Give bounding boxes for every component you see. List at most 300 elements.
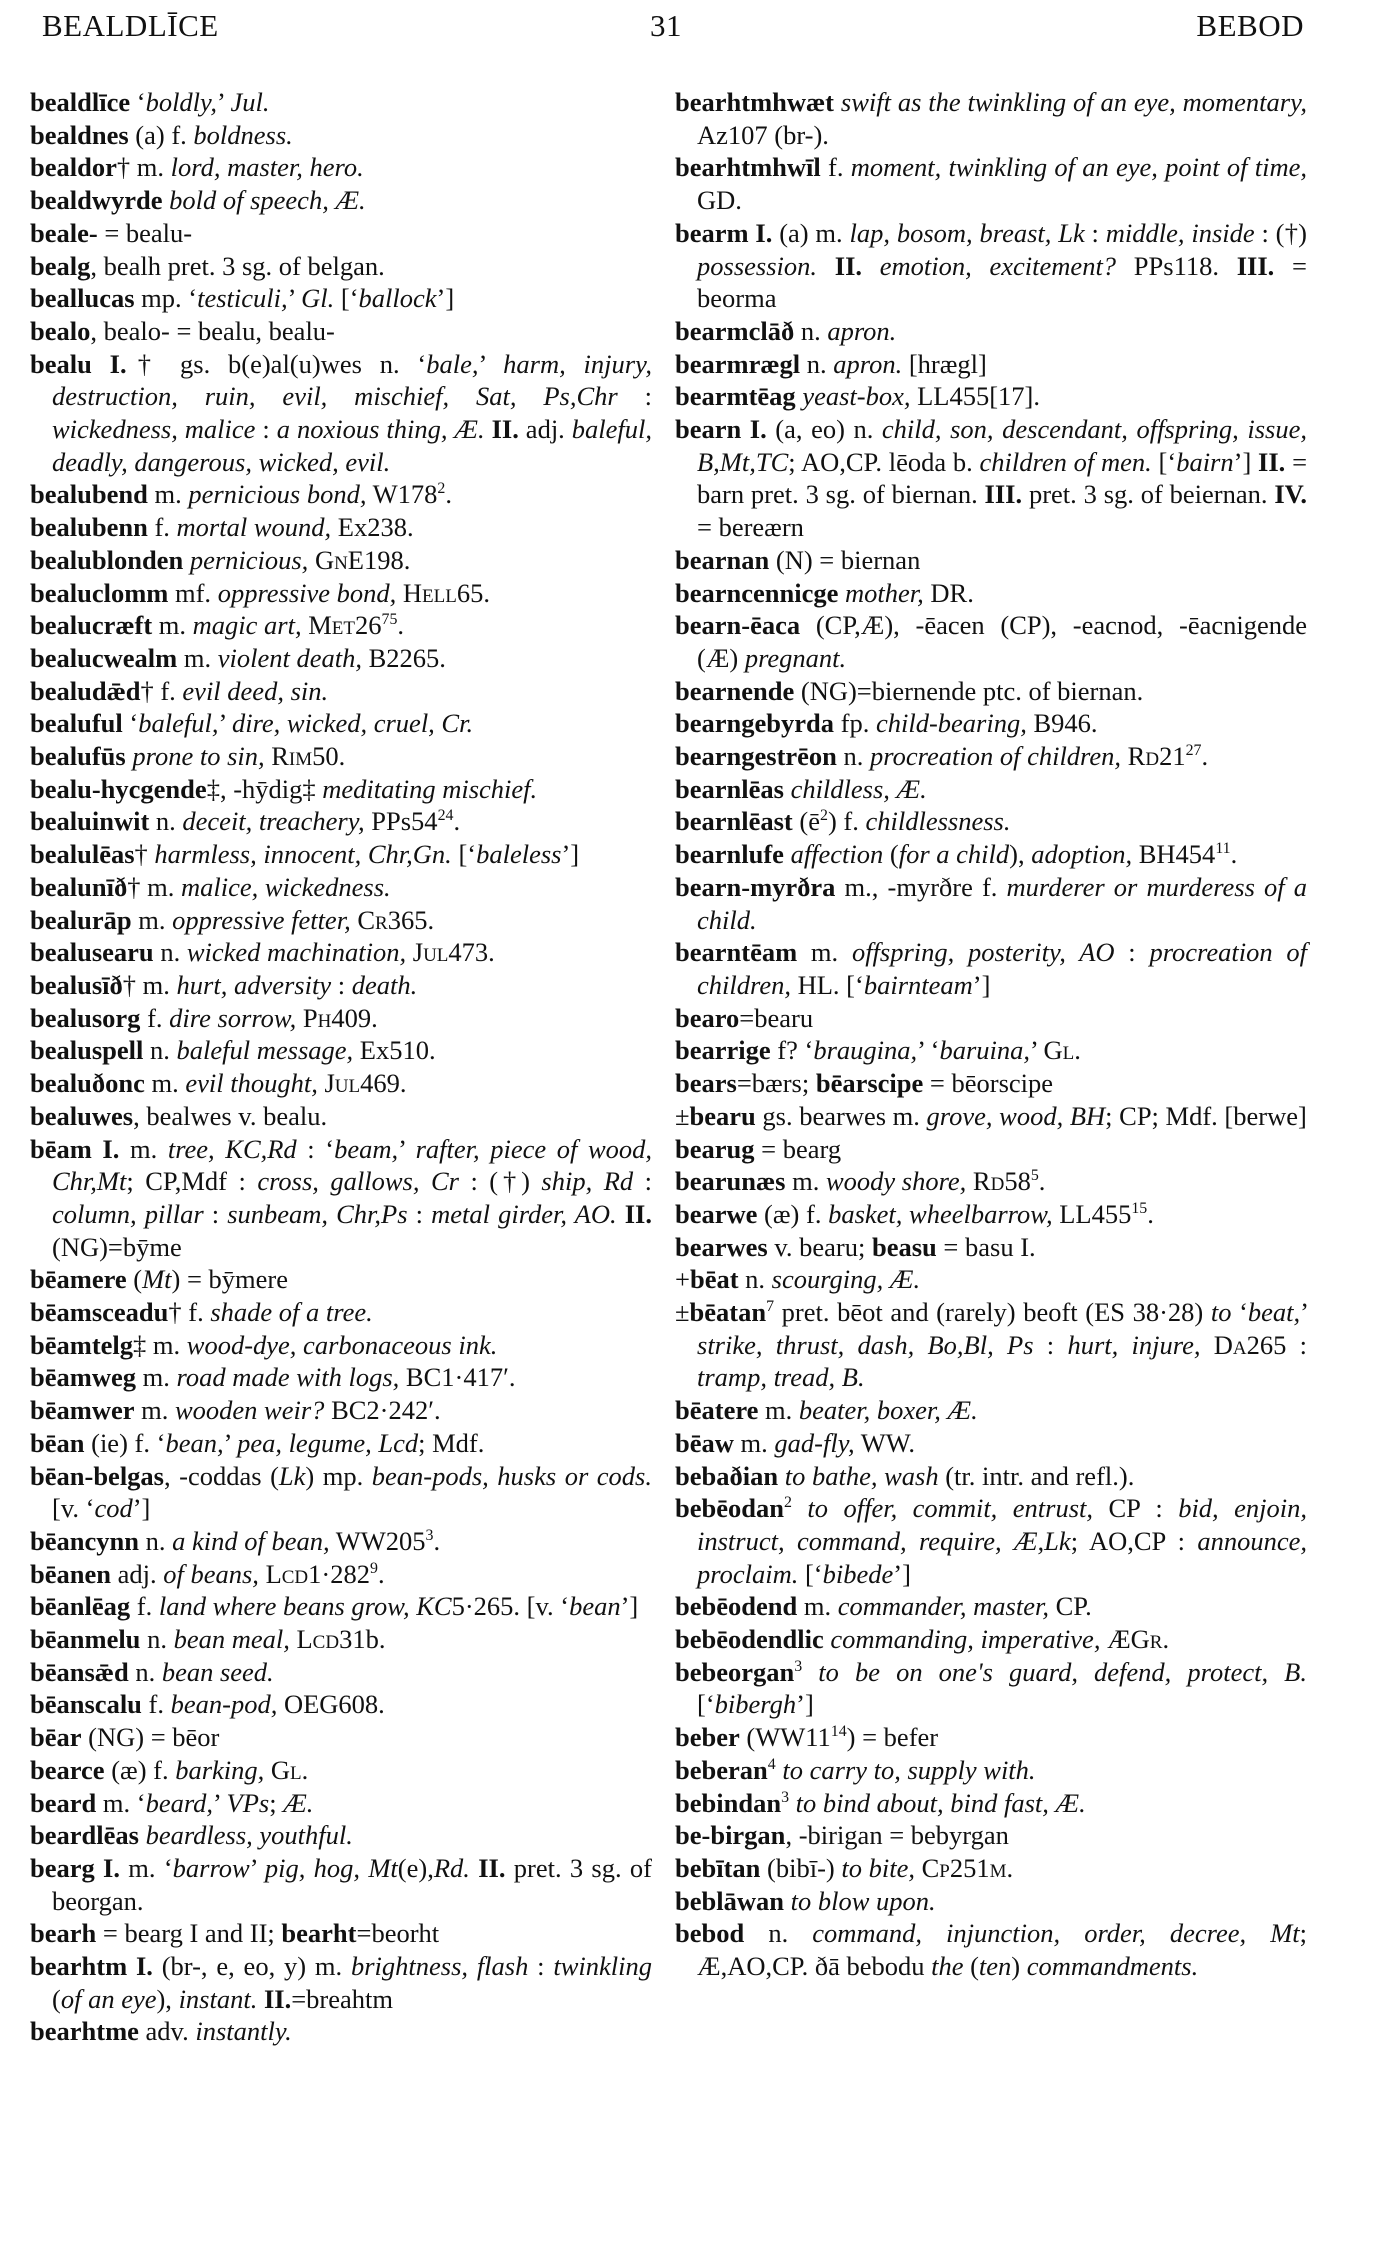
entry-text: =breahtm [291,1983,394,2014]
entry-text: : ‘ [296,1133,335,1164]
dictionary-entry [30,1263,652,1296]
source-reference: GnE [314,544,364,575]
entry-text: ) f. [827,806,866,837]
entry-text: f. [820,152,851,183]
definition-text: commander, master, [837,1591,1049,1622]
headword: bearhtmhwæt [675,87,834,117]
headword: bearu [689,1100,756,1131]
definition-text: malice, wickedness. [180,871,391,902]
dictionary-entry [30,1427,652,1460]
headword: bealucræft [30,610,153,641]
headword: bēatere [675,1395,759,1426]
definition-text: Mt [142,1264,172,1295]
dictionary-entry [30,250,652,283]
dictionary-entry [30,609,652,642]
dictionary-entry [675,871,1307,936]
dictionary-entry [675,609,1307,674]
headword: bearncennicge [675,577,839,608]
dictionary-entry [675,1754,1307,1787]
definition-text: ballock [358,283,437,314]
definition-text: metal girder, AO. [431,1198,617,1229]
headword: beblāwan [675,1885,784,1916]
definition-text: childless, Æ. [790,773,927,804]
dictionary-entry [675,1787,1307,1820]
dictionary-entry [675,1100,1307,1133]
entry-text: = bearg [754,1133,842,1164]
entry-text: ; AO,CP. lēoda b. [788,446,980,477]
entry-text: WW205 [329,1525,426,1556]
entry-text: Ex510. [353,1035,436,1066]
definition-text: a noxious thing, Æ. [276,414,485,445]
entry-text: . [1006,1852,1014,1883]
entry-text: . [1162,1624,1170,1655]
dictionary-entry [675,1623,1307,1656]
dictionary-entry [675,1067,1307,1100]
right-column [675,86,1307,1983]
entry-text: n. [800,348,834,379]
dictionary-entry [30,969,652,1002]
headword: bealuclomm [30,577,169,608]
entry-text: 50. [312,741,346,772]
definition-text: bid, enjoin, instruct, command, require, Æ,Lk [697,1493,1307,1556]
dictionary-entry [675,1002,1307,1035]
superscript: 3 [781,1788,790,1806]
entry-text: : [528,1951,554,1982]
entry-text: . [433,1525,441,1556]
entry-text: ; Mdf. [418,1427,485,1458]
definition-text: ten [978,1951,1012,1982]
entry-text [396,578,403,608]
definition-text: scourging, Æ. [771,1264,921,1295]
dictionary-entry [30,478,652,511]
definition-text: Æ. [283,1787,314,1818]
definition-text: road made with logs, [176,1362,400,1393]
dictionary-entry [675,936,1307,1001]
definition-text: beam, [334,1133,399,1164]
definition-text: a kind of bean, [172,1525,330,1556]
source-reference: Cp251m [921,1852,1007,1883]
entry-text: ± [675,1297,690,1328]
entry-text: : [255,414,277,445]
entry-text: † m. [116,152,171,183]
definition-text: gad-fly, [774,1427,855,1458]
headword: bearhtmhwīl [675,152,821,183]
entry-text: mp. ‘ [134,283,198,314]
headword: bealucwealm [30,642,178,673]
entry-text: f? ‘ [770,1035,814,1066]
entry-text: ), [1009,839,1032,870]
definition-text: of beans, [163,1558,259,1589]
entry-text: pret. 3 sg. of beorgan. [52,1852,652,1916]
dictionary-entry [30,577,652,610]
entry-text: ± [675,1100,690,1131]
dictionary-entry [675,86,1307,151]
headword: beallucas [30,283,135,314]
entry-text: n. [738,1264,772,1295]
headword: bealusearu [30,937,154,968]
definition-text: wood-dye, carbonaceous ink. [186,1329,498,1360]
entry-text: (a) f. [128,119,194,150]
dictionary-entry [675,577,1307,610]
entry-text: 5·265. [v. ‘ [451,1591,570,1622]
headword: bebēodend [675,1591,798,1622]
dictionary-entry [675,217,1307,315]
entry-text: = bealu- [97,217,193,248]
definition-text: middle, inside [1105,217,1255,248]
headword: bēamsceadu [30,1297,169,1328]
headword: bēar [30,1722,82,1753]
headword: bealuwes [30,1100,134,1131]
definition-text: of an eye [60,1983,157,2014]
headword: bēansǣd [30,1656,129,1687]
definition-text: bean meal, [173,1624,290,1655]
entry-text: , bealh pret. 3 sg. of belgan. [90,250,385,281]
dictionary-entry [30,1787,652,1820]
entry-text: ’ [249,1852,265,1883]
entry-text: ’ [216,87,231,117]
definition-text: death. [351,969,418,1000]
dictionary-entry [30,1590,652,1623]
entry-text: BC2·242′. [324,1395,441,1426]
definition-text: procreation of children, [870,741,1122,772]
headword: III. [984,479,1023,510]
entry-text: ( [963,1951,979,1982]
entry-text: = bereærn [697,512,804,543]
superscript: 24 [437,807,454,825]
entry-text [485,414,492,444]
entry-text: [hrægl] [902,348,987,379]
dictionary-entry [30,675,652,708]
dictionary-entry [675,838,1307,871]
superscript: 7 [766,1298,775,1316]
headword: bealu-hycgende [30,773,207,804]
headword: II. [478,1852,506,1883]
definition-text: bean seed. [161,1656,274,1687]
source-reference: Hell [402,577,457,608]
entry-text: ) = befer [846,1722,939,1753]
definition-text: wicked machination, [186,937,407,968]
definition-text: offspring, posterity, AO [851,937,1115,968]
source-reference: Jul [412,937,449,968]
entry-text: n. [138,1525,173,1556]
dictionary-entry [675,1721,1307,1754]
superscript: 3 [425,1527,434,1545]
entry-text: [‘ [798,1558,823,1589]
entry-text: B946. [1026,708,1098,739]
headword: bearo [675,1002,740,1033]
definition-text: to bite, [841,1852,915,1883]
definition-text: child, son, descendant, offspring, issue, B,Mt,TC [697,414,1307,477]
definition-text: boldly, [145,87,217,117]
entry-text: ’ ‘ [917,1035,940,1066]
entry-text: : [633,1166,653,1197]
entry-text: W178 [366,479,438,510]
headword: bēam I. [30,1133,120,1164]
entry-text: ; AO,CP : [1070,1525,1198,1556]
definition-text: childlessness. [865,806,1011,837]
dictionary-entry [30,871,652,904]
entry-text [784,839,791,869]
source-reference: Da [1213,1329,1247,1360]
headword: bebēodan [675,1493,784,1524]
definition-text: bean-pods, husks or cods. [371,1460,652,1491]
entry-text: BH454 [1132,839,1216,870]
entry-text: 31b. [339,1624,386,1655]
dictionary-entry [675,315,1307,348]
dictionary-entry [30,1361,652,1394]
entry-text: † [134,839,155,870]
dictionary-entry [30,1002,652,1035]
definition-text: Rd. [433,1852,470,1883]
definition-text: magic art, [192,610,302,641]
source-reference: Rd [972,1166,1005,1197]
entry-text: † m. [127,871,181,902]
entry-text: OEG608. [277,1689,385,1720]
definition-text: mortal wound, [176,512,332,543]
definition-text: hurt, injure, [1067,1329,1201,1360]
entry-text [778,1461,785,1491]
entry-text: . [377,1558,385,1589]
definition-text: children of men. [979,446,1152,477]
dictionary-entry [30,1754,652,1787]
dictionary-entry [675,740,1307,773]
headword: bealuðonc [30,1068,145,1099]
source-reference: Lcd [265,1558,309,1589]
entry-text: f. [147,512,177,543]
dictionary-entry [675,413,1307,544]
dictionary-entry [675,544,1307,577]
definition-text: violent death, [217,642,362,673]
superscript: 75 [381,611,398,629]
definition-text: emotion, excitement? [879,250,1117,281]
headword: beard [30,1787,97,1818]
entry-text: : [617,381,652,412]
entry-text [784,1886,791,1916]
entry-text: LL455 [1052,1198,1132,1229]
entry-text: ’] [972,969,991,1000]
entry-text: (NG)=biernende ptc. of biernan. [794,675,1144,706]
entry-text: f. [140,1002,170,1033]
entry-text: n. [143,1035,177,1066]
entry-text [264,1755,271,1785]
definition-text: adoption, [1031,839,1133,870]
source-reference: ÆGr [1107,1624,1163,1655]
dictionary-entry [675,1492,1307,1590]
entry-text: ’] [796,1689,814,1720]
headword: III. [1236,250,1275,281]
definition-text: oppressive bond, [217,577,397,608]
entry-text: m. [119,1133,168,1164]
headword: bēan-belgas [30,1460,164,1491]
definition-text: beard, [145,1787,214,1818]
headword: bealuful [30,708,123,739]
entry-text: 58 [1004,1166,1031,1197]
entry-text: m. [797,1591,838,1622]
entry-text: 26 [355,610,382,641]
definition-text: pernicious bond, [188,479,367,510]
headword: II. [491,414,519,445]
dictionary-entry [30,1558,652,1591]
headword: IV. [1274,479,1308,510]
headword: bēamweg [30,1362,136,1393]
entry-text: : [1084,217,1106,248]
definition-text: rafter, piece of wood, Chr,Mt [52,1133,652,1197]
entry-text: ’] [893,1558,911,1589]
entry-text: n. [794,315,828,346]
superscript: 15 [1131,1200,1148,1218]
entry-text: = beorma [697,250,1307,314]
headword: bebēodendlic [675,1624,824,1655]
dictionary-entry [675,1590,1307,1623]
source-reference: Cr [357,904,388,935]
definition-text: harmless, innocent, Chr,Gn. [154,839,452,870]
definition-text: announce, proclaim. [697,1525,1307,1589]
headword: bearwe [675,1198,758,1229]
headword: bealudǣd [30,675,141,706]
definition-text: bairn [1176,446,1234,477]
headword: bearrige [675,1035,771,1066]
dictionary-entry [30,1688,652,1721]
entry-text: (br-, e, eo, y) m. [152,1951,351,1982]
entry-text: . [453,806,461,837]
dictionary-entry [675,1852,1307,1885]
headword: bealg [30,250,91,281]
entry-text [617,1199,625,1229]
headword: bearn-ēaca [675,610,801,641]
dictionary-entry [30,86,652,119]
entry-text: pret. 3 sg. of beiernan. [1022,479,1275,510]
dictionary-entry [30,838,652,871]
headword: bebaðian [675,1460,779,1491]
definition-text: woody shore, [825,1166,967,1197]
dictionary-entry [675,1296,1307,1394]
entry-text: ; CP,Mdf : [126,1166,258,1197]
entry-text: (bibī-) [760,1852,842,1883]
headword: II. [263,1983,292,2014]
entry-text: : (†) [458,1166,542,1197]
headword: bēarscipe [815,1068,924,1099]
entry-text [1200,1330,1213,1360]
superscript: 14 [830,1723,847,1741]
entry-text [296,1003,303,1033]
entry-text: m. ‘ [96,1787,146,1818]
headword: bealuinwit [30,806,150,837]
dictionary-entry [675,1165,1307,1198]
entry-text: ’] [620,1591,639,1622]
superscript: 3 [794,1657,803,1675]
definition-text: meditating mischief. [322,773,538,804]
dictionary-entry [675,1917,1307,1982]
entry-text: 198. [363,544,411,575]
dictionary-entry [675,1263,1307,1296]
entry-text: = bēorscipe [923,1068,1054,1099]
definition-text: strike, thrust, dash, Bo,Bl, Ps [697,1329,1034,1360]
entry-text: ‡ m. [133,1329,187,1360]
definition-text: murderer or murderess of a child. [697,871,1307,935]
headword: bealu I. [30,348,127,379]
superscript: 5 [1030,1167,1039,1185]
definition-text: bibergh [714,1689,797,1720]
headword: beardlēas [30,1820,139,1851]
entry-text: DR. [923,577,974,608]
entry-text: m. [152,610,193,641]
definition-text: moment, twinkling of an eye, point of time, [850,152,1308,183]
definition-text: to offer, commit, entrust, [807,1493,1094,1524]
definition-text: baleless [476,839,562,870]
definition-text: to carry to, supply with. [782,1754,1036,1785]
dictionary-entry [675,348,1307,381]
entry-text: m. [797,937,852,968]
definition-text: hurt, adversity [176,969,332,1000]
entry-text: n. [128,1656,162,1687]
dictionary-entry [30,315,652,348]
entry-text: 21 [1159,741,1186,772]
entry-text [862,251,880,281]
entry-text: adv. [138,2016,196,2047]
entry-text [784,774,791,804]
headword: beale- [30,217,98,248]
headword: bearh [30,1918,97,1949]
entry-text: n. [836,741,871,772]
entry-text: , bealo- = bealu, bealu- [90,315,335,346]
definition-text: bairnteam [863,969,973,1000]
definition-text: wooden weir? [175,1395,325,1426]
entry-text: : [203,1198,228,1229]
entry-text: ’ [478,348,504,379]
headword: bealo [30,315,91,346]
headword: bēanscalu [30,1689,142,1720]
superscript: 4 [767,1756,776,1774]
entry-text: ’ [1030,1035,1044,1066]
definition-text: land where beans grow, KC [158,1591,452,1622]
entry-text: LL455[17]. [910,381,1041,412]
entry-text: , -coddas ( [164,1460,279,1491]
dictionary-entry [30,1133,652,1264]
dictionary-entry [30,936,652,969]
dictionary-entry [30,217,652,250]
entry-text: : [331,969,352,1000]
headword: bebītan [675,1852,761,1883]
entry-text: , -birigan = bebyrgan [785,1820,1009,1851]
headword: II. [624,1198,652,1229]
headword: bealurāp [30,904,132,935]
headword: bealdlīce [30,87,131,117]
dictionary-entry [30,348,652,479]
dictionary-entry [30,544,652,577]
entry-text: † m. [122,969,177,1000]
source-reference: Rim [271,741,313,772]
entry-text [817,251,835,281]
definition-text: bold of speech, Æ. [169,185,366,216]
dictionary-entry [30,119,652,152]
headword: bearht [281,1918,357,1949]
definition-text: for a child [898,839,1010,870]
entry-text: . [445,479,452,510]
dictionary-entry [30,773,652,806]
entry-text: m. [147,479,189,510]
source-reference: Lcd [296,1624,340,1655]
source-reference: Gl [1043,1035,1075,1066]
definition-text: command, injunction, order, decree, Mt [812,1918,1300,1949]
entry-text: (e), [397,1852,434,1883]
dictionary-entry [30,184,652,217]
headword: beasu [871,1231,937,1262]
definition-text: bale, [426,348,479,379]
headword: bēamwer [30,1395,135,1426]
entry-text: ’] [436,283,455,314]
entry-text [308,545,315,575]
definition-text: instant. [178,1983,258,2014]
